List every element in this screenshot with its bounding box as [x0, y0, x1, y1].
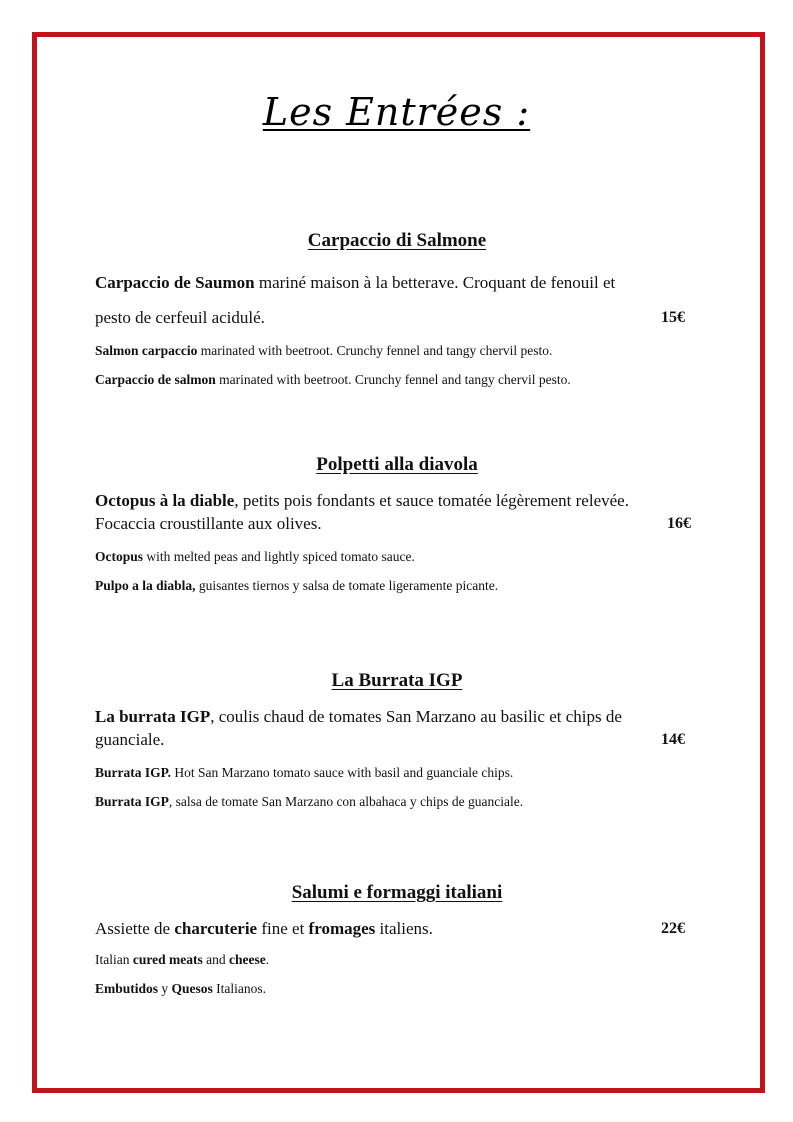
dish-name-en: Salmon carpaccio: [95, 343, 198, 358]
dish-description-en: [95, 549, 695, 565]
dish-name-en: Burrata IGP.: [95, 765, 172, 780]
dish-price: 22€: [661, 920, 685, 937]
desc-text: guanciale.: [95, 730, 165, 749]
desc-text: italiens.: [375, 919, 433, 938]
desc-bold: cheese: [228, 952, 266, 967]
dish-description-fr: [95, 917, 695, 940]
desc-text: Focaccia croustillante aux olives.: [95, 514, 322, 533]
dish-name-es: Pulpo a la diabla,: [95, 578, 196, 593]
dish-name-es: Carpaccio de salmon: [95, 372, 216, 387]
desc-text: and: [202, 952, 229, 967]
dish-description-fr: [95, 489, 695, 535]
dish-name-es: Burrata IGP: [95, 794, 169, 809]
dish-carpaccio-di-salmone: [95, 230, 695, 388]
desc-text: , petits pois fondants et sauce tomatée légèrement relevée.: [234, 491, 629, 510]
desc-bold: Embutidos: [95, 981, 159, 996]
dish-name-fr: La burrata IGP: [95, 707, 211, 726]
desc-text: Assiette de: [95, 919, 175, 938]
desc-bold: Quesos: [171, 981, 213, 996]
desc-bold: charcuterie: [174, 919, 258, 938]
dish-description-en: [95, 343, 695, 359]
desc-bold: cured meats: [132, 952, 203, 967]
dish-description-fr: [95, 265, 695, 335]
desc-text: marinated with beetroot. Crunchy fennel and tangy chervil pesto.: [215, 372, 571, 387]
dish-name-en: Octopus: [95, 549, 144, 564]
dish-title: Carpaccio di Salmone: [307, 230, 487, 251]
dish-description-en: [95, 765, 695, 781]
desc-text: fine et: [257, 919, 309, 938]
desc-text: Italian: [95, 952, 133, 967]
page-title: Les Entrées :: [262, 90, 531, 134]
dish-name-fr: Octopus à la diable: [95, 491, 235, 510]
desc-text: y: [158, 981, 172, 996]
dish-title: Salumi e formaggi italiani: [291, 882, 503, 903]
desc-text: pesto de cerfeuil acidulé.: [95, 308, 265, 327]
desc-text: guisantes tiernos y salsa de tomate ligeramente picante.: [195, 578, 499, 593]
desc-text: Italianos.: [212, 981, 267, 996]
dish-description-fr: [95, 705, 695, 751]
dish-name-fr: Carpaccio de Saumon: [95, 273, 255, 292]
desc-bold: fromages: [308, 919, 376, 938]
dish-price: 16€: [667, 515, 691, 532]
dish-price: 14€: [661, 731, 685, 748]
dish-title: Polpetti alla diavola: [316, 454, 478, 475]
dish-price: 15€: [661, 309, 685, 326]
dish-description-es: [95, 578, 695, 594]
desc-text: mariné maison à la betterave. Croquant de fenouil et: [254, 273, 616, 292]
desc-text: , coulis chaud de tomates San Marzano au basilic et chips de: [210, 707, 622, 726]
dish-la-burrata-igp: [95, 670, 695, 810]
desc-text: marinated with beetroot. Crunchy fennel and tangy chervil pesto.: [197, 343, 553, 358]
desc-text: .: [265, 952, 270, 967]
dish-polpetti-alla-diavola: [95, 454, 695, 594]
dish-salumi-e-formaggi: [95, 882, 695, 997]
desc-text: with melted peas and lightly spiced tomato sauce.: [143, 549, 415, 564]
dish-description-es: [95, 981, 695, 997]
dish-title: La Burrata IGP: [331, 670, 463, 691]
dish-description-es: [95, 794, 695, 810]
desc-text: , salsa de tomate San Marzano con albahaca y chips de guanciale.: [168, 794, 524, 809]
dish-description-en: [95, 952, 695, 968]
dish-description-es: [95, 372, 695, 388]
desc-text: Hot San Marzano tomato sauce with basil and guanciale chips.: [171, 765, 514, 780]
